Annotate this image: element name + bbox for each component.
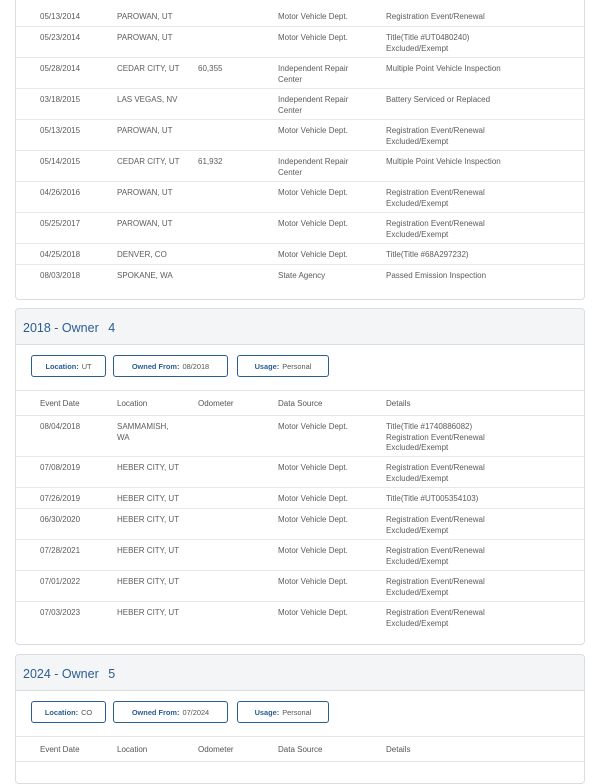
event-date: 05/13/2014 — [40, 12, 81, 21]
location-chip[interactable] — [31, 355, 106, 377]
event-details-line: Passed Emission Inspection — [386, 271, 487, 280]
usage-chip[interactable] — [237, 701, 329, 723]
event-details-line: Excluded/Exempt — [386, 473, 449, 483]
event-location: PAROWAN, UT — [117, 219, 173, 228]
event-details — [386, 608, 566, 629]
event-data-source — [278, 219, 378, 230]
table-row — [16, 6, 584, 27]
event-location — [117, 422, 189, 443]
event-details — [386, 515, 566, 536]
usage-chip[interactable] — [237, 355, 329, 377]
owned-from-chip[interactable] — [113, 355, 228, 377]
event-date: 03/18/2015 — [40, 95, 81, 104]
owner-number: 4 — [108, 321, 116, 335]
table-header — [16, 736, 584, 762]
event-location — [117, 515, 189, 526]
event-data-source-line: Center — [278, 167, 303, 177]
event-details-line: Registration Event/Renewal — [386, 432, 485, 442]
event-details-line: Excluded/Exempt — [386, 556, 449, 566]
event-location-line: HEBER CITY, UT — [117, 515, 180, 524]
event-date: 05/23/2014 — [40, 33, 81, 42]
event-data-source-line: Center — [278, 105, 303, 115]
event-location: CEDAR CITY, UT — [117, 64, 180, 73]
event-location: SPOKANE, WA — [117, 271, 173, 280]
event-date: 04/25/2018 — [40, 250, 81, 259]
event-details — [386, 546, 566, 567]
owner-title — [23, 321, 115, 335]
table-row — [16, 151, 584, 182]
event-details-line: Title(Title #UT0480240) — [386, 33, 470, 42]
event-details-line: Registration Event/Renewal — [386, 608, 485, 617]
event-details — [386, 577, 566, 598]
event-location-line: WA — [117, 432, 130, 442]
event-data-source — [278, 157, 378, 178]
event-details-line: Excluded/Exempt — [386, 525, 449, 535]
event-data-source — [278, 546, 378, 557]
owner-history-card-4 — [15, 308, 585, 645]
event-details-line: Registration Event/Renewal — [386, 515, 485, 524]
table-row — [16, 602, 584, 633]
event-details-line: Multiple Point Vehicle Inspection — [386, 64, 501, 73]
event-data-source-line: Motor Vehicle Dept. — [278, 219, 348, 228]
event-details-line: Excluded/Exempt — [386, 229, 449, 239]
owned-from-chip-label: Owned From: — [131, 707, 180, 717]
event-location — [117, 463, 189, 474]
event-details — [386, 422, 566, 454]
event-details-line: Excluded/Exempt — [386, 587, 449, 597]
event-data-source — [278, 188, 378, 199]
event-odometer: 61,932 — [198, 157, 223, 166]
header-odometer: Odometer — [198, 399, 234, 408]
event-data-source-line: Motor Vehicle Dept. — [278, 126, 348, 135]
header-details: Details — [386, 399, 411, 408]
table-row — [16, 213, 584, 244]
header-location: Location — [117, 399, 148, 408]
table-row — [16, 58, 584, 89]
event-location-line: HEBER CITY, UT — [117, 577, 180, 586]
event-location: PAROWAN, UT — [117, 126, 173, 135]
event-details-line: Excluded/Exempt — [386, 618, 449, 628]
event-date: 08/04/2018 — [40, 422, 81, 431]
event-details-line: Excluded/Exempt — [386, 443, 449, 452]
event-details — [386, 188, 566, 209]
event-location: PAROWAN, UT — [117, 12, 173, 21]
event-location: PAROWAN, UT — [117, 33, 173, 42]
event-details-line: Registration Event/Renewal — [386, 546, 485, 555]
event-location-line: HEBER CITY, UT — [117, 546, 180, 555]
event-location-line: HEBER CITY, UT — [117, 608, 180, 617]
owned-from-chip-value: 08/2018 — [182, 361, 210, 371]
event-data-source-line: State Agency — [278, 271, 326, 280]
table-row — [16, 488, 584, 509]
event-details-line: Registration Event/Renewal — [386, 463, 485, 472]
event-details-line: Registration Event/Renewal — [386, 577, 485, 586]
event-details-line: Excluded/Exempt — [386, 136, 449, 146]
owner-label: - Owner — [54, 667, 99, 681]
event-details — [386, 33, 566, 54]
header-location: Location — [117, 745, 148, 754]
event-details-line: Excluded/Exempt — [386, 198, 449, 208]
owner-history-card-previous — [15, 0, 585, 300]
event-date: 04/26/2016 — [40, 188, 81, 197]
event-details — [386, 463, 566, 484]
owned-from-chip-value: 07/2024 — [182, 707, 210, 717]
event-date: 07/26/2019 — [40, 494, 81, 503]
event-details-line: Title(Title #1740886082) — [386, 422, 473, 431]
event-data-source — [278, 250, 378, 261]
event-data-source-line: Motor Vehicle Dept. — [278, 608, 348, 617]
event-data-source-line: Motor Vehicle Dept. — [278, 546, 348, 555]
owner-history-card-5 — [15, 654, 585, 784]
event-data-source-line: Motor Vehicle Dept. — [278, 494, 348, 503]
event-odometer: 60,355 — [198, 64, 223, 73]
header-event-date: Event Date — [40, 745, 80, 754]
owner-number: 5 — [108, 667, 116, 681]
event-data-source — [278, 577, 378, 588]
event-details — [386, 95, 566, 106]
event-data-source — [278, 64, 378, 85]
event-details — [386, 271, 566, 282]
table-row — [16, 457, 584, 488]
event-data-source-line: Motor Vehicle Dept. — [278, 12, 348, 21]
event-date: 05/14/2015 — [40, 157, 81, 166]
table-row — [16, 27, 584, 58]
owner-title — [23, 667, 115, 681]
owned-from-chip[interactable] — [113, 701, 228, 723]
event-details-line: Registration Event/Renewal — [386, 126, 485, 135]
event-date: 05/13/2015 — [40, 126, 81, 135]
owned-from-chip-label: Owned From: — [131, 361, 180, 371]
event-data-source — [278, 12, 378, 23]
header-details: Details — [386, 745, 411, 754]
event-details — [386, 126, 566, 147]
event-date: 07/28/2021 — [40, 546, 81, 555]
event-data-source — [278, 33, 378, 44]
event-details-line: Excluded/Exempt — [386, 43, 449, 53]
owner-year: 2024 — [23, 667, 51, 681]
table-row — [16, 244, 584, 265]
event-date: 06/30/2020 — [40, 515, 81, 524]
event-data-source — [278, 515, 378, 526]
event-location-line: HEBER CITY, UT — [117, 463, 180, 472]
event-location: DENVER, CO — [117, 250, 167, 259]
event-date: 08/03/2018 — [40, 271, 81, 280]
event-data-source-line: Motor Vehicle Dept. — [278, 33, 348, 42]
event-data-source-line: Motor Vehicle Dept. — [278, 577, 348, 586]
header-data-source: Data Source — [278, 399, 323, 408]
event-data-source-line: Independent Repair — [278, 64, 349, 73]
event-details-line: Registration Event/Renewal — [386, 188, 485, 197]
event-data-source — [278, 422, 378, 433]
event-location: PAROWAN, UT — [117, 188, 173, 197]
owner-header — [16, 309, 584, 345]
table-row — [16, 182, 584, 213]
table-header — [16, 390, 584, 416]
location-chip-label: Location: — [44, 707, 79, 717]
event-data-source — [278, 463, 378, 474]
event-location — [117, 546, 189, 557]
table-row — [16, 509, 584, 540]
event-details-line: Registration Event/Renewal — [386, 12, 485, 21]
event-date: 07/03/2023 — [40, 608, 81, 617]
usage-chip-label: Usage: — [254, 361, 280, 371]
event-location — [117, 577, 189, 588]
table-row — [16, 120, 584, 151]
event-details — [386, 64, 566, 75]
owner-year: 2018 — [23, 321, 51, 335]
event-details — [386, 219, 566, 240]
event-data-source — [278, 95, 378, 116]
location-chip-value: UT — [81, 361, 92, 371]
event-data-source-line: Motor Vehicle Dept. — [278, 463, 348, 472]
event-details — [386, 494, 566, 505]
event-details — [386, 157, 566, 168]
event-date: 05/25/2017 — [40, 219, 81, 228]
location-chip[interactable] — [31, 701, 106, 723]
event-data-source — [278, 126, 378, 137]
event-date: 07/08/2019 — [40, 463, 81, 472]
owner-header — [16, 655, 584, 691]
table-row — [16, 89, 584, 120]
event-data-source-line: Motor Vehicle Dept. — [278, 515, 348, 524]
event-data-source-line: Motor Vehicle Dept. — [278, 250, 348, 259]
event-data-source — [278, 271, 378, 282]
event-details — [386, 250, 566, 261]
event-location: LAS VEGAS, NV — [117, 95, 178, 104]
event-location-line: SAMMAMISH, — [117, 422, 169, 431]
event-data-source-line: Center — [278, 74, 303, 84]
table-row — [16, 416, 584, 457]
header-event-date: Event Date — [40, 399, 80, 408]
event-location — [117, 494, 189, 505]
event-details-line: Title(Title #UT005354103) — [386, 494, 479, 503]
location-chip-value: CO — [81, 707, 93, 717]
event-location-line: HEBER CITY, UT — [117, 494, 180, 503]
usage-chip-label: Usage: — [254, 707, 280, 717]
event-data-source-line: Independent Repair — [278, 95, 349, 104]
event-date: 07/01/2022 — [40, 577, 81, 586]
event-data-source — [278, 494, 378, 505]
event-data-source-line: Motor Vehicle Dept. — [278, 188, 348, 197]
event-data-source-line: Motor Vehicle Dept. — [278, 422, 348, 431]
event-details-line: Multiple Point Vehicle Inspection — [386, 157, 501, 166]
table-row — [16, 540, 584, 571]
header-data-source: Data Source — [278, 745, 323, 754]
table-row — [16, 571, 584, 602]
usage-chip-value: Personal — [282, 361, 312, 371]
owner-label: - Owner — [54, 321, 99, 335]
event-details-line: Title(Title #68A297232) — [386, 250, 469, 259]
event-details — [386, 12, 566, 23]
event-details-line: Registration Event/Renewal — [386, 219, 485, 228]
usage-chip-value: Personal — [282, 707, 312, 717]
location-chip-label: Location: — [45, 361, 79, 371]
header-odometer: Odometer — [198, 745, 234, 754]
event-data-source — [278, 608, 378, 619]
event-location — [117, 608, 189, 619]
event-location: CEDAR CITY, UT — [117, 157, 180, 166]
event-data-source-line: Independent Repair — [278, 157, 349, 166]
event-details-line: Battery Serviced or Replaced — [386, 95, 491, 104]
table-row — [16, 265, 584, 286]
event-date: 05/28/2014 — [40, 64, 81, 73]
